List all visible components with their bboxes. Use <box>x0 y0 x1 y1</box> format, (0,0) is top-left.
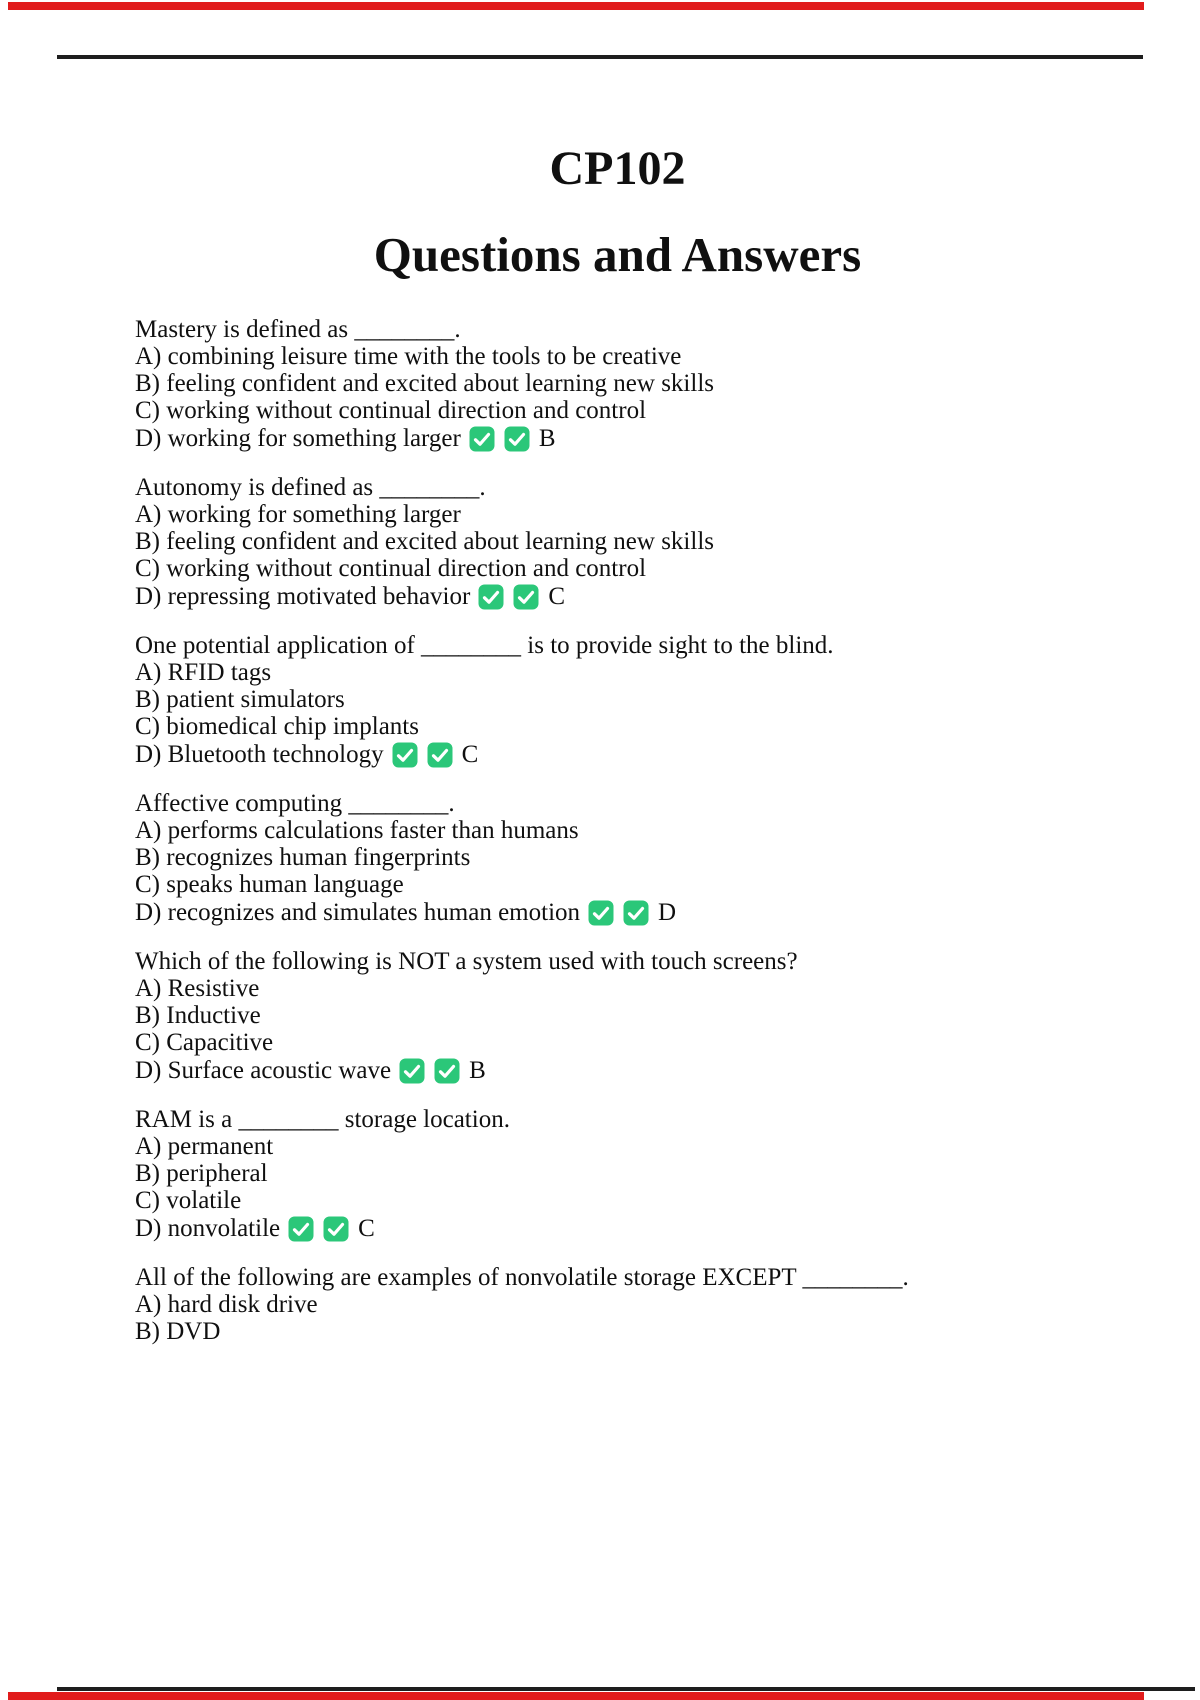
question-option <box>135 555 1125 582</box>
question-block <box>135 316 1125 454</box>
question-option <box>135 975 1125 1002</box>
option-text: C) speaks human language <box>135 871 404 898</box>
answer-letter: C <box>358 1215 375 1242</box>
question-option <box>135 343 1125 370</box>
option-text: D) working for something larger <box>135 425 461 452</box>
answer-option-line <box>135 1214 1125 1244</box>
option-text: C) volatile <box>135 1187 242 1214</box>
option-text: A) Resistive <box>135 975 260 1002</box>
question-block <box>135 948 1125 1086</box>
green-check-icon <box>588 900 614 926</box>
green-check-icon <box>399 1058 425 1084</box>
option-text: C) Capacitive <box>135 1029 274 1056</box>
question-option <box>135 1160 1125 1187</box>
question-option <box>135 1133 1125 1160</box>
answer-letter: C <box>461 741 479 768</box>
answer-option-line <box>135 740 1125 770</box>
page-subtitle: Questions and Answers <box>373 227 862 282</box>
answer-letter: C <box>548 583 566 610</box>
green-check-icon <box>288 1216 314 1242</box>
question-block <box>135 790 1125 928</box>
question-option <box>135 397 1125 424</box>
answer-letter: B <box>538 425 556 452</box>
question-option <box>135 1002 1125 1029</box>
question-block <box>135 632 1125 770</box>
green-check-icon <box>504 426 530 452</box>
question-option <box>135 1318 1125 1345</box>
option-text: A) permanent <box>135 1133 274 1160</box>
option-text: D) repressing motivated behavior <box>135 583 471 610</box>
questions-list <box>135 316 1125 1365</box>
question-block <box>135 1106 1125 1244</box>
answer-letter: B <box>469 1057 486 1084</box>
question-option <box>135 370 1125 397</box>
option-text: A) combining leisure time with the tools to be creative <box>135 343 682 370</box>
question-block <box>135 474 1125 612</box>
question-prompt: Mastery is defined as ________. <box>135 316 461 343</box>
option-text: B) recognizes human fingerprints <box>135 844 471 871</box>
question-prompt: All of the following are examples of nonvolatile storage EXCEPT ________. <box>135 1264 909 1291</box>
green-check-icon <box>427 742 453 768</box>
question-option <box>135 686 1125 713</box>
answer-option-line <box>135 1056 1125 1086</box>
question-option <box>135 817 1125 844</box>
question-prompt: RAM is a ________ storage location. <box>135 1106 510 1133</box>
option-text: C) working without continual direction and control <box>135 397 647 424</box>
option-text: A) performs calculations faster than humans <box>135 817 579 844</box>
bottom-edge-red-bar <box>8 1692 1144 1700</box>
question-block <box>135 1264 1125 1345</box>
option-text: D) recognizes and simulates human emotion <box>135 899 581 926</box>
option-text: D) nonvolatile <box>135 1215 281 1242</box>
answer-option-line <box>135 898 1125 928</box>
document-header <box>135 141 1100 284</box>
question-option <box>135 713 1125 740</box>
question-option <box>135 1291 1125 1318</box>
green-check-icon <box>469 426 495 452</box>
question-option <box>135 1029 1125 1056</box>
question-prompt: Affective computing ________. <box>135 790 455 817</box>
green-check-icon <box>478 584 504 610</box>
green-check-icon <box>623 900 649 926</box>
option-text: D) Bluetooth technology <box>135 741 384 768</box>
option-text: A) working for something larger <box>135 501 461 528</box>
question-option <box>135 659 1125 686</box>
option-text: D) Surface acoustic wave <box>135 1057 392 1084</box>
option-text: B) DVD <box>135 1318 221 1345</box>
question-option <box>135 844 1125 871</box>
option-text: B) Inductive <box>135 1002 261 1029</box>
option-text: B) feeling confident and excited about learning new skills <box>135 528 714 555</box>
question-prompt: One potential application of ________ is to provide sight to the blind. <box>135 632 834 659</box>
answer-option-line <box>135 424 1125 454</box>
option-text: C) biomedical chip implants <box>135 713 419 740</box>
top-edge-red-bar <box>8 2 1144 10</box>
option-text: B) patient simulators <box>135 686 345 713</box>
option-text: A) hard disk drive <box>135 1291 318 1318</box>
question-option <box>135 1187 1125 1214</box>
green-check-icon <box>434 1058 460 1084</box>
answer-option-line <box>135 582 1125 612</box>
green-check-icon <box>323 1216 349 1242</box>
footer-rule <box>57 1687 1195 1691</box>
question-option <box>135 501 1125 528</box>
option-text: C) working without continual direction and control <box>135 555 647 582</box>
question-option <box>135 871 1125 898</box>
question-prompt: Autonomy is defined as ________. <box>135 474 486 501</box>
green-check-icon <box>392 742 418 768</box>
option-text: A) RFID tags <box>135 659 272 686</box>
option-text: B) peripheral <box>135 1160 268 1187</box>
answer-letter: D <box>658 899 677 926</box>
header-rule <box>57 55 1143 59</box>
page-title: CP102 <box>549 142 686 195</box>
green-check-icon <box>513 584 539 610</box>
question-prompt: Which of the following is NOT a system used with touch screens? <box>135 948 798 975</box>
option-text: B) feeling confident and excited about learning new skills <box>135 370 714 397</box>
question-option <box>135 528 1125 555</box>
